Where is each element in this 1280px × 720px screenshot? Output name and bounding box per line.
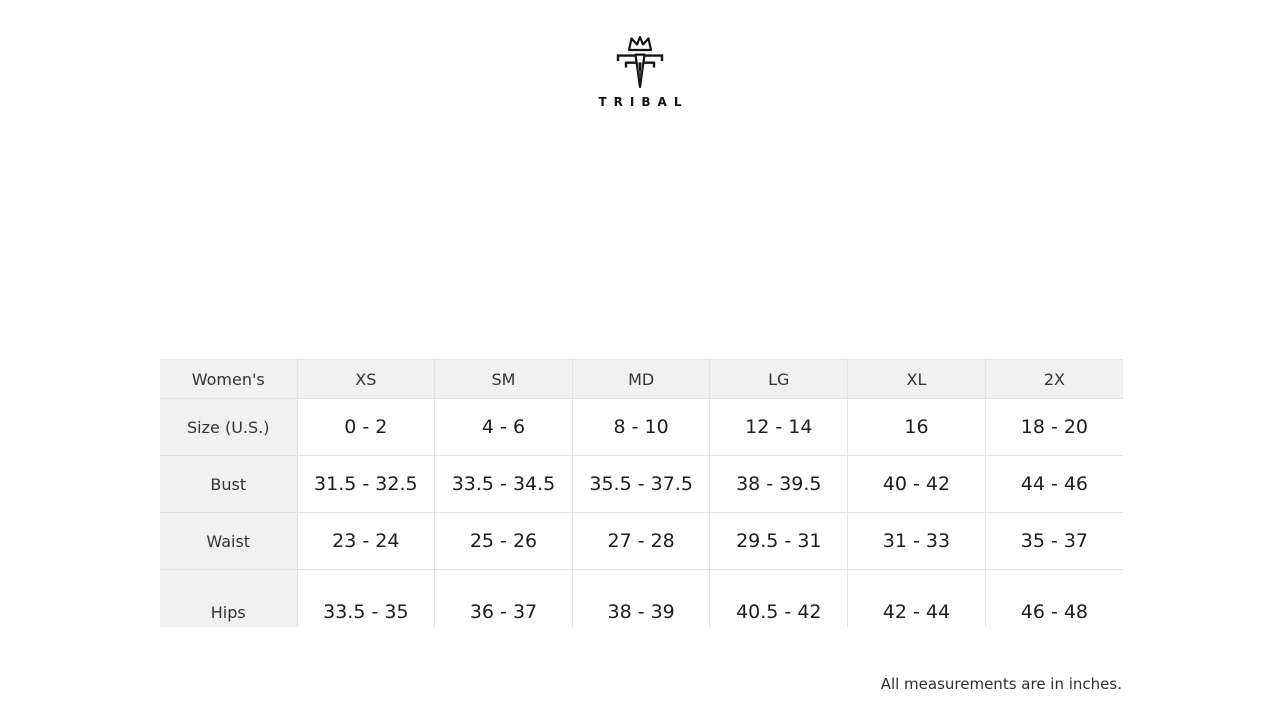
- size-cell: 31 - 33: [848, 513, 986, 570]
- size-cell: 44 - 46: [985, 456, 1123, 513]
- size-cell: 16: [848, 399, 986, 456]
- size-cell: 35 - 37: [985, 513, 1123, 570]
- size-cell: 25 - 26: [435, 513, 573, 570]
- size-column-header: MD: [572, 360, 710, 399]
- row-label: Bust: [160, 456, 297, 513]
- size-cell: 42 - 44: [848, 570, 986, 628]
- row-label: Waist: [160, 513, 297, 570]
- size-cell: 40.5 - 42: [710, 570, 848, 628]
- size-cell: 4 - 6: [435, 399, 573, 456]
- size-chart-body: [160, 399, 1123, 628]
- size-cell: 18 - 20: [985, 399, 1123, 456]
- size-cell: 29.5 - 31: [710, 513, 848, 570]
- size-cell: 33.5 - 35: [297, 570, 435, 628]
- size-chart-table: [160, 359, 1123, 627]
- table-row: [160, 399, 1123, 456]
- size-cell: 38 - 39: [572, 570, 710, 628]
- table-row: [160, 513, 1123, 570]
- size-cell: 35.5 - 37.5: [572, 456, 710, 513]
- size-chart-container: [160, 359, 1123, 627]
- crown-t-emblem-icon: [614, 34, 666, 90]
- measurements-footnote: All measurements are in inches.: [880, 675, 1122, 693]
- size-column-header: 2X: [985, 360, 1123, 399]
- size-cell: 27 - 28: [572, 513, 710, 570]
- size-cell: 8 - 10: [572, 399, 710, 456]
- size-chart-header-row: [160, 360, 1123, 399]
- table-row: [160, 456, 1123, 513]
- size-cell: 38 - 39.5: [710, 456, 848, 513]
- size-column-header: XS: [297, 360, 435, 399]
- size-column-header: SM: [435, 360, 573, 399]
- size-cell: 0 - 2: [297, 399, 435, 456]
- size-column-header: LG: [710, 360, 848, 399]
- corner-header-cell: Women's: [160, 360, 297, 399]
- size-column-header: XL: [848, 360, 986, 399]
- size-cell: 12 - 14: [710, 399, 848, 456]
- size-cell: 36 - 37: [435, 570, 573, 628]
- size-cell: 33.5 - 34.5: [435, 456, 573, 513]
- size-cell: 23 - 24: [297, 513, 435, 570]
- table-row: [160, 570, 1123, 628]
- size-cell: 46 - 48: [985, 570, 1123, 628]
- size-cell: 40 - 42: [848, 456, 986, 513]
- row-label: Hips: [160, 570, 297, 628]
- brand-wordmark: TRIBAL: [598, 95, 689, 109]
- brand-logo: [0, 34, 1280, 109]
- row-label: Size (U.S.): [160, 399, 297, 456]
- size-cell: 31.5 - 32.5: [297, 456, 435, 513]
